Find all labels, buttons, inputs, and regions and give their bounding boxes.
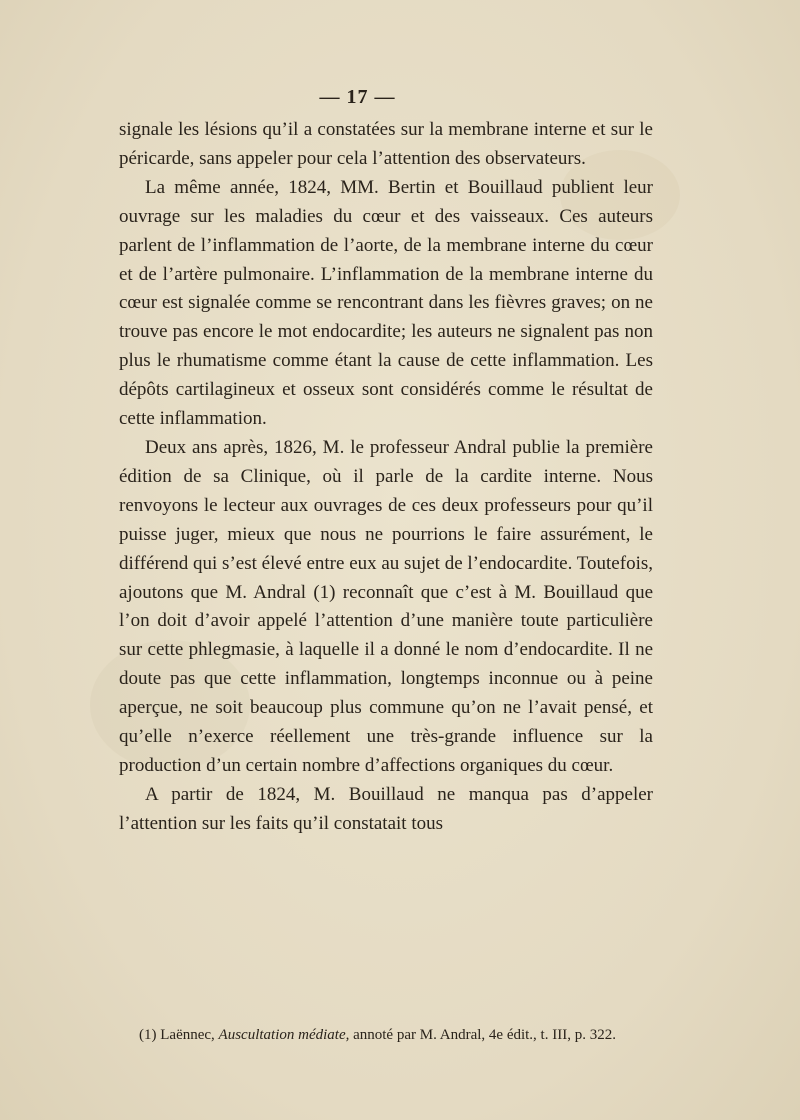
footnote-author: Laënnec,	[160, 1027, 215, 1043]
paragraph-3: Deux ans après, 1826, M. le professeur Andral publie la première édition de sa Clinique, où il parle de la cardite interne. Nous renvoyons le lecteur aux ouvrages de ces deux professeurs pour qu’il puisse juger, mieux que nous ne pourrions le faire assurément, le différend qui s’est élevé entre eux au sujet de l’endocardite. Toutefois, ajoutons que M. Andral (1) reconnaît que c’est à M. Bouillaud que l’on doit d’avoir appelé l’attention d’une manière toute particulière sur cette phlegmasie, à laquelle il a donné le nom d’endocardite. Il ne doute pas que cette inflammation, longtemps inconnue ou à peine aperçue, ne soit beaucoup plus commune qu’on ne l’avait pensé, et qu’elle n’exerce réellement une très-grande influence sur la production d’un certain nombre d’affections organiques du cœur.	[119, 436, 653, 776]
main-text	[119, 116, 653, 839]
footnote-title: Auscultation médiate,	[218, 1027, 350, 1043]
paragraph-2: La même année, 1824, MM. Bertin et Bouillaud publient leur ouvrage sur les maladies du cœur et des vaisseaux. Ces auteurs parlent de l’inflammation de l’aorte, de la membrane interne du cœur et de l’artère pulmonaire. L’inflammation de la membrane interne du cœur est signalée comme se rencontrant dans les fièvres graves; on ne trouve pas encore le mot endocardite; les auteurs ne signalent pas non plus le rhumatisme comme étant la cause de cette inflammation. Les dépôts cartilagineux et osseux sont considérés comme le résultat de cette inflammation.	[119, 176, 653, 430]
paragraph-4: A partir de 1824, M. Bouillaud ne manqua pas d’appeler l’attention sur les faits qu’il constatait tous	[119, 783, 653, 834]
paragraph-1: signale les lésions qu’il a constatées sur la membrane interne et sur le péricarde, sans appeler pour cela l’attention des observateurs.	[119, 119, 653, 169]
page-number-header: — 17 —	[319, 86, 396, 108]
footnote	[119, 1023, 653, 1047]
footnote-details: annoté par M. Andral, 4e édit., t. III, p. 322.	[353, 1027, 616, 1043]
footnote-marker: (1)	[139, 1027, 157, 1043]
